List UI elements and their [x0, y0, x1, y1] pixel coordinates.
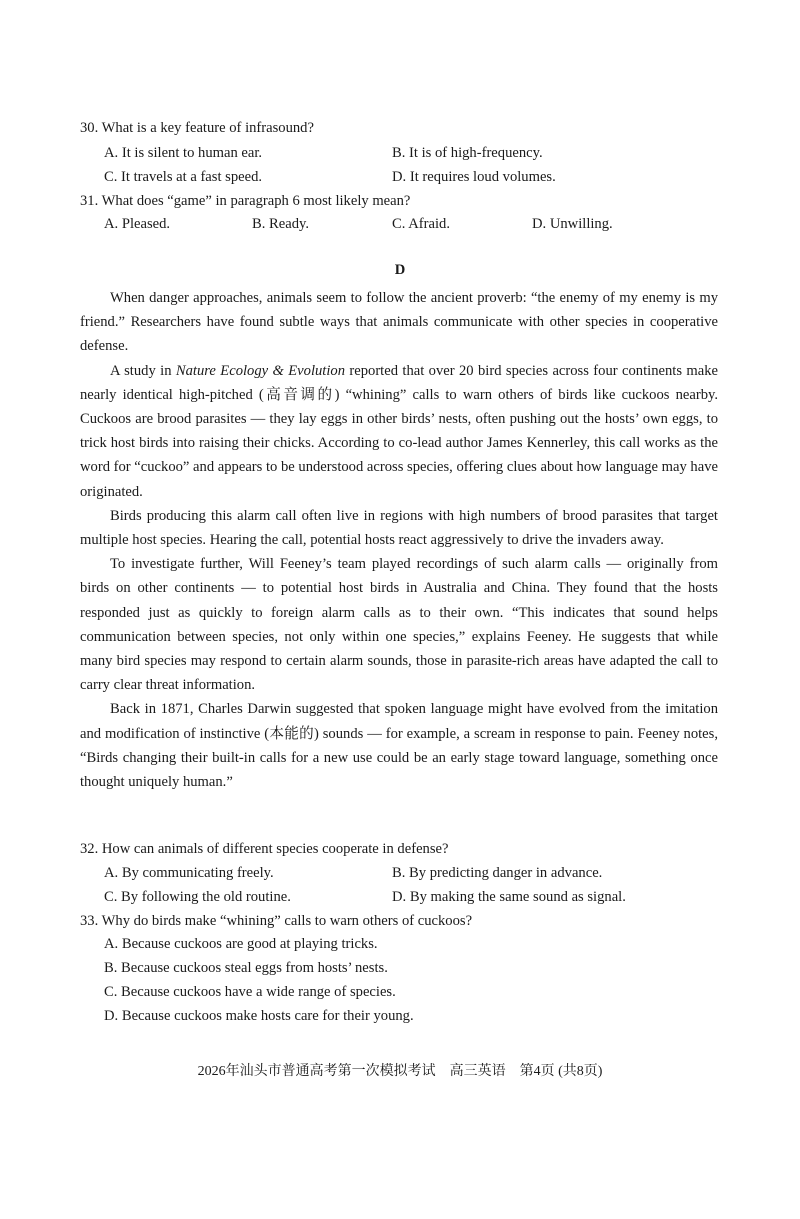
question-33-stem: 33. Why do birds make “whining” calls to warn others of cuckoos? — [80, 913, 473, 929]
question-33-option-b: B. Because cuckoos steal eggs from hosts’ nests. — [104, 960, 388, 976]
question-31-stem: 31. What does “game” in paragraph 6 most likely mean? — [80, 193, 411, 209]
question-30-option-a: A. It is silent to human ear. — [104, 145, 263, 161]
question-32-option-a: A. By communicating freely. — [104, 865, 274, 881]
passage-paragraph-4: To investigate further, Will Feeney’s team played recordings of such alarm calls — originally from birds on other continents — to potential host birds in Australia and China. They found that the hosts responded just as quickly to foreign alarm calls as to their own. “This indicates that sound helps communication between species, not only within one species,” explains Feeney. He suggests that while many bird species may respond to certain alarm sounds, those in parasite-rich areas have adapted the call to carry clear threat information. — [80, 556, 718, 694]
question-33-option-a: A. Because cuckoos are good at playing tricks. — [104, 936, 378, 952]
passage-paragraph-1: When danger approaches, animals seem to follow the ancient proverb: “the enemy of my enemy is my friend.” Researchers have found subtle ways that animals communicate with other species in cooperative defense. — [80, 290, 718, 355]
question-30-option-d: D. It requires loud volumes. — [392, 169, 556, 185]
question-32-option-d: D. By making the same sound as signal. — [392, 889, 626, 905]
question-33-option-d: D. Because cuckoos make hosts care for their young. — [104, 1008, 414, 1024]
reading-passage — [80, 286, 718, 794]
section-heading: D — [394, 262, 406, 278]
question-30-option-b: B. It is of high-frequency. — [392, 145, 543, 161]
question-32-option-c: C. By following the old routine. — [104, 889, 291, 905]
passage-paragraph-5: Back in 1871, Charles Darwin suggested that spoken language might have evolved from the imitation and modification of instinctive (本能的) sounds — for example, a scream in response to pain. Feeney notes, “Birds changing their built-in calls for a new use could be an early stage toward language, something once thought uniquely human.” — [80, 701, 718, 791]
journal-title: Nature Ecology & Evolution — [175, 362, 345, 379]
question-31-option-a: A. Pleased. — [104, 216, 171, 232]
page-footer: 2026年汕头市普通高考第一次模拟考试 高三英语 第4页 (共8页) — [197, 1064, 603, 1079]
question-30-option-c: C. It travels at a fast speed. — [104, 169, 263, 185]
question-32-option-b: B. By predicting danger in advance. — [392, 865, 603, 881]
question-31-option-c: C. Afraid. — [392, 216, 450, 232]
passage-paragraph-2 — [80, 359, 718, 504]
question-31-option-d: D. Unwilling. — [532, 216, 613, 232]
question-31-option-b: B. Ready. — [252, 216, 310, 232]
question-30-stem: 30. What is a key feature of infrasound? — [80, 120, 314, 136]
paragraph-2-body: reported that over 20 bird species across four continents make nearly identical high-pitched (高音调的) “whining” calls to warn others of birds like cuckoos nearby. Cuckoos are brood parasites — they lay eggs in other birds’ nests, often pushing out the hosts’ own eggs, to trick host birds into raising their chicks. According to co-lead author James Kennerley, this call works as the word for “cuckoo” and appears to be understood across species, offering clues about how language may have originated. — [80, 362, 718, 500]
question-33-option-c: C. Because cuckoos have a wide range of species. — [104, 984, 396, 1000]
question-32-stem: 32. How can animals of different species cooperate in defense? — [80, 841, 449, 857]
paragraph-2-lead: A study in — [110, 362, 176, 379]
passage-paragraph-3: Birds producing this alarm call often live in regions with high numbers of brood parasites that target multiple host species. Hearing the call, potential hosts react aggressively to drive the invaders away. — [80, 507, 718, 549]
